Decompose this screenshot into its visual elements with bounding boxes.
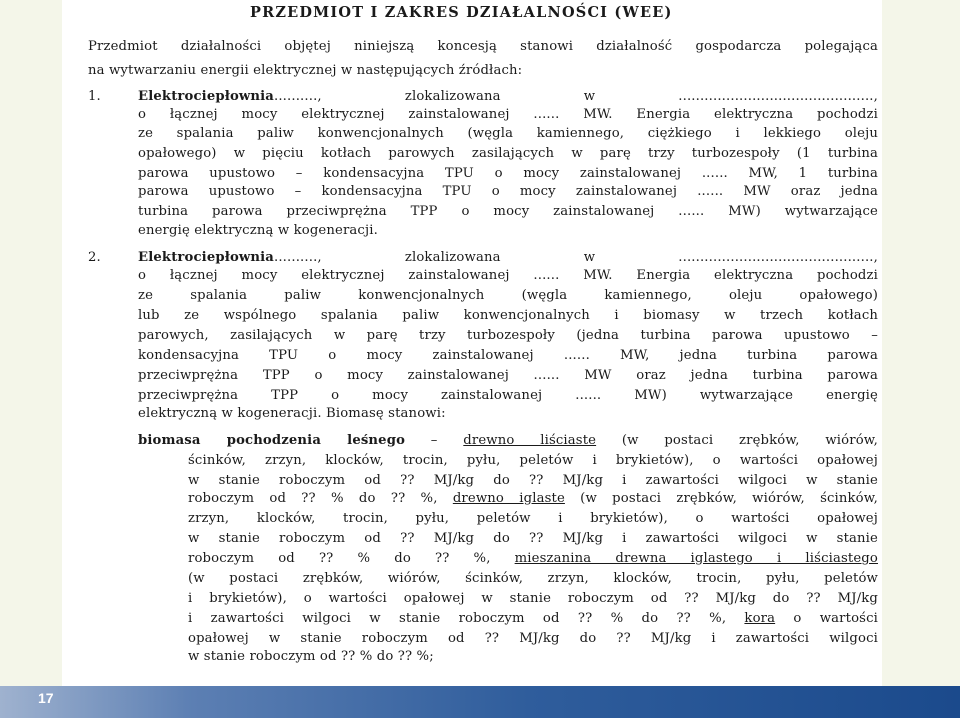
biomass-label: biomasa pochodzenia leśnego xyxy=(138,433,406,448)
intro-line-1: Przedmiot działalności objętej niniejszą koncesją stanowi działalność gospodarcza polegająca xyxy=(88,39,878,54)
item2-line: o łącznej mocy elektrycznej zainstalowanej ...... MW. Energia elektryczna pochodzi xyxy=(138,268,878,283)
item1-line: energię elektryczną w kogeneracji. xyxy=(138,223,378,238)
item2-heading xyxy=(138,249,878,267)
item1-line: turbina parowa przeciwprężna TPP o mocy zainstalowanej ...... MW) wytwarzające xyxy=(138,204,878,219)
biomass-line: biomasa pochodzenia leśnego – drewno liściaste (w postaci zrębków, wiórów, xyxy=(138,433,878,448)
item2-line: ze spalania paliw konwencjonalnych (węgla kamiennego, oleju opałowego) xyxy=(138,288,878,303)
item2-number: 2. xyxy=(88,250,101,265)
item1-location: .........., zlokalizowana w ............................................., xyxy=(274,89,878,104)
item2-line: elektryczną w kogeneracji. Biomasę stanowi: xyxy=(138,406,446,421)
intro-line-2: na wytwarzaniu energii elektrycznej w następujących źródłach: xyxy=(88,63,523,78)
biomass-line: w stanie roboczym od ?? MJ/kg do ?? MJ/kg i zawartości wilgoci w stanie xyxy=(188,473,878,488)
biomass-type-bark: kora xyxy=(744,611,776,626)
biomass-type-hardwood: drewno liściaste xyxy=(463,433,597,448)
item2-line: przeciwprężna TPP o mocy zainstalowanej ...... MW oraz jedna turbina parowa xyxy=(138,368,878,383)
item1-number: 1. xyxy=(88,89,101,104)
biomass-line: opałowej w stanie roboczym od ?? MJ/kg do ?? MJ/kg i zawartości wilgoci xyxy=(188,631,878,646)
biomass-type-softwood: drewno iglaste xyxy=(452,491,565,506)
biomass-line: roboczym od ?? % do ?? %, drewno iglaste (w postaci zrębków, wiórów, ścinków, xyxy=(188,491,878,506)
item2-line: kondensacyjna TPU o mocy zainstalowanej ...... MW, jedna turbina parowa xyxy=(138,348,878,363)
item2-location: .........., zlokalizowana w ............................................., xyxy=(274,250,878,265)
item1-line: parowa upustowo – kondensacyjna TPU o mocy zainstalowanej ...... MW, 1 turbina xyxy=(138,166,878,181)
item1-line: o łącznej mocy elektrycznej zainstalowanej ...... MW. Energia elektryczna pochodzi xyxy=(138,107,878,122)
item1-line: ze spalania paliw konwencjonalnych (węgla kamiennego, ciężkiego i lekkiego oleju xyxy=(138,126,878,141)
item1-line: parowa upustowo – kondensacyjna TPU o mocy zainstalowanej ...... MW oraz jedna xyxy=(138,184,878,199)
page-title: PRZEDMIOT I ZAKRES DZIAŁALNOŚCI (WEE) xyxy=(250,4,673,21)
item1-heading xyxy=(138,88,878,106)
item1-name: Elektrociepłownia xyxy=(138,89,274,104)
item2-line: parowych, zasilających w parę trzy turbozespoły (jedna turbina parowa upustowo – xyxy=(138,328,878,343)
biomass-line: zrzyn, klocków, trocin, pyłu, peletów i brykietów), o wartości opałowej xyxy=(188,511,878,526)
biomass-line: w stanie roboczym od ?? MJ/kg do ?? MJ/kg i zawartości wilgoci w stanie xyxy=(188,531,878,546)
biomass-line: (w postaci zrębków, wiórów, ścinków, zrzyn, klocków, trocin, pyłu, peletów xyxy=(188,571,878,586)
biomass-line: i zawartości wilgoci w stanie roboczym od ?? % do ?? %, kora o wartości xyxy=(188,611,878,626)
item2-line: lub ze wspólnego spalania paliw konwencjonalnych i biomasy w trzech kotłach xyxy=(138,308,878,323)
page-number: 17 xyxy=(38,690,54,706)
footer-bar xyxy=(0,686,960,718)
biomass-line: i brykietów), o wartości opałowej w stanie roboczym od ?? MJ/kg do ?? MJ/kg xyxy=(188,591,878,606)
biomass-line: w stanie roboczym od ?? % do ?? %; xyxy=(188,649,434,664)
item2-name: Elektrociepłownia xyxy=(138,250,274,265)
biomass-line: ścinków, zrzyn, klocków, trocin, pyłu, peletów i brykietów), o wartości opałowej xyxy=(188,453,878,468)
biomass-type-mixed: mieszanina drewna iglastego i liściastego xyxy=(514,551,878,566)
item2-line: przeciwprężna TPP o mocy zainstalowanej ...... MW) wytwarzające energię xyxy=(138,388,878,403)
item1-line: opałowego) w pięciu kotłach parowych zasilających w parę trzy turbozespoły (1 turbina xyxy=(138,146,878,161)
biomass-line: roboczym od ?? % do ?? %, mieszanina drewna iglastego i liściastego xyxy=(188,551,878,566)
